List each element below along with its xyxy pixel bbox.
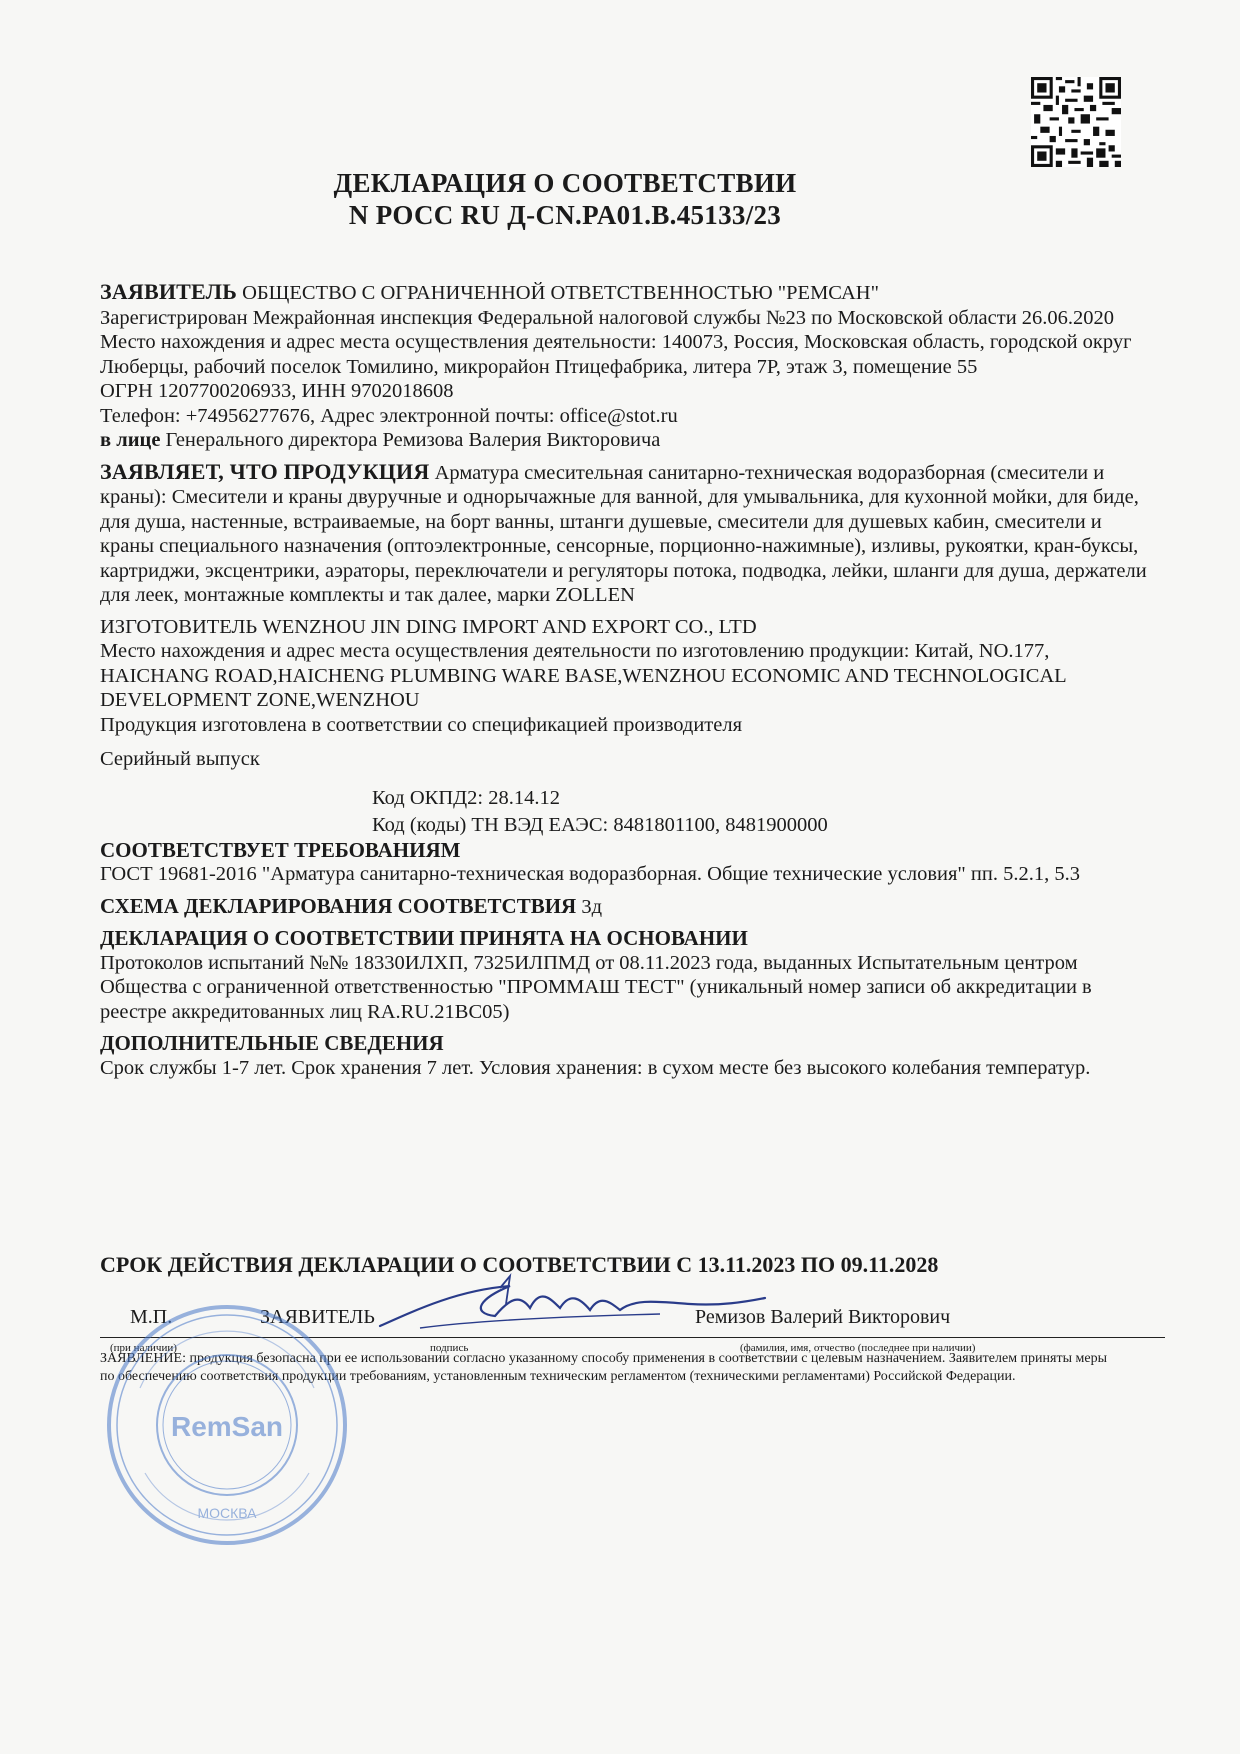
applicant-label: ЗАЯВИТЕЛЬ: [100, 279, 237, 304]
handwritten-signature: [360, 1268, 780, 1348]
okpd-code: Код ОКПД2: 28.14.12: [372, 786, 560, 809]
requirements-text: ГОСТ 19681-2016 "Арматура санитарно-техническая водоразборная. Общие технические условия" пп. 5.2.1, 5.3: [100, 863, 1080, 885]
seal-place-label: М.П.: [130, 1306, 173, 1328]
document-number: N РОСС RU Д-CN.PA01.B.45133/23: [348, 200, 782, 230]
serial-release: Серийный выпуск: [100, 748, 260, 770]
applicant-phone: Телефон: +74956277676, Адрес электронной почты: office@stot.ru: [100, 404, 678, 427]
signer-role-label: ЗАЯВИТЕЛЬ: [260, 1306, 375, 1328]
applicant-registered: Зарегистрирован Межрайонная инспекция Федеральной налоговой службы №23 по Московской области 26.06.2020: [100, 306, 1115, 329]
document-body: [100, 280, 1160, 1080]
applicant-person: Генерального директора Ремизова Валерия Викторовича: [165, 429, 661, 451]
manufacturer-spec: Продукция изготовлена в соответствии со спецификацией производителя: [100, 713, 743, 736]
scheme-label: СХЕМА ДЕКЛАРИРОВАНИЯ СООТВЕТСТВИЯ: [100, 893, 577, 918]
applicant-address: Место нахождения и адрес места осуществления деятельности: 140073, Россия, Московская область, городской округ Люберцы, рабочий поселок Томилино, микрорайон Птицефабрика, литера 7Р, этаж 3, помещение 55: [100, 331, 1132, 378]
requirements-label: СООТВЕТСТВУЕТ ТРЕБОВАНИЯМ: [100, 837, 461, 862]
validity-period: СРОК ДЕЙСТВИЯ ДЕКЛАРАЦИИ О СООТВЕТСТВИИ С 13.11.2023 ПО 09.11.2028: [100, 1252, 939, 1277]
basis-text: Протоколов испытаний №№ 18330ИЛХП, 7325ИЛПМД от 08.11.2023 года, выданных Испытательным центром Общества с ограниченной ответственностью "ПРОММАШ ТЕСТ" (уникальный номер записи об аккредитации в реестре аккредитованных лиц RA.RU.21BC05): [100, 951, 1092, 1023]
seal-center-text: RemSan: [170, 1411, 284, 1442]
person-label: в лице: [100, 429, 161, 451]
signature-caption: подпись: [430, 1342, 469, 1354]
product-text: Арматура смесительная санитарно-техническая водоразборная (смесители и краны): Смесители и краны двуручные и однорычажные для ванной, для умывальника, для кухонной мойки, для биде, для душа, настенные, встраиваемые, на борт ванны, штанги душевые, смесители для душевых кабин, смесители и краны специального назначения (оптоэлектронные, сенсорные, порционно-нажимные), изливы, рукоятки, кран-буксы, картриджи, эксцентрики, аэраторы, переключатели и регуляторы потока, подводка, лейки, шланги для душа, держатели для леек, монтажные комплекты и так далее, марки ZOLLEN: [100, 461, 1147, 606]
product-label: ЗАЯВЛЯЕТ, ЧТО ПРОДУКЦИЯ: [100, 458, 430, 484]
qr-code: [1031, 77, 1121, 167]
manufacturer-name: WENZHOU JIN DING IMPORT AND EXPORT CO., LTD: [262, 615, 757, 638]
additional-label: ДОПОЛНИТЕЛЬНЫЕ СВЕДЕНИЯ: [100, 1031, 444, 1055]
signer-name: Ремизов Валерий Викторович: [695, 1306, 951, 1328]
basis-label: ДЕКЛАРАЦИЯ О СООТВЕТСТВИИ ПРИНЯТА НА ОСНОВАНИИ: [100, 926, 748, 950]
additional-text: Срок службы 1-7 лет. Срок хранения 7 лет. Условия хранения: в сухом месте без высокого колебания температур.: [100, 1056, 1091, 1079]
manufacturer-address: Место нахождения и адрес места осуществления деятельности по изготовлению продукции: Китай, NO.177, HAICHANG ROAD,HAICHENG PLUMBING WARE BASE,WENZHOU ECONOMIC AND TECHNOLOGICAL DEVELOPMENT ZONE,WENZHOU: [100, 640, 1066, 711]
applicant-ogrn: ОГРН 1207700206933, ИНН 9702018608: [100, 380, 454, 402]
name-caption: (фамилия, имя, отчество (последнее при наличии): [740, 1342, 976, 1354]
mp-caption: (при наличии): [110, 1342, 177, 1354]
statement-text: ЗАЯВЛЕНИЕ: продукция безопасна при ее использовании согласно указанному способу применения в соответствии с целевым назначением. Заявителем приняты меры по обеспечению соответствия продукции требованиям, установленным техническим регламентом (техническими регламентами) Российской Федерации.: [100, 1351, 1107, 1384]
scheme-value: 3д: [581, 895, 603, 918]
document-title: ДЕКЛАРАЦИЯ О СООТВЕТСТВИИ: [333, 168, 797, 198]
company-seal: [100, 1298, 355, 1553]
seal-city-text: МОСКВА: [197, 1505, 257, 1521]
tnved-code: Код (коды) ТН ВЭД ЕАЭС: 8481801100, 8481900000: [372, 814, 828, 836]
applicant-name: ОБЩЕСТВО С ОГРАНИЧЕННОЙ ОТВЕТСТВЕННОСТЬЮ "РЕМСАН": [242, 282, 879, 304]
manufacturer-label: ИЗГОТОВИТЕЛЬ: [100, 615, 258, 638]
